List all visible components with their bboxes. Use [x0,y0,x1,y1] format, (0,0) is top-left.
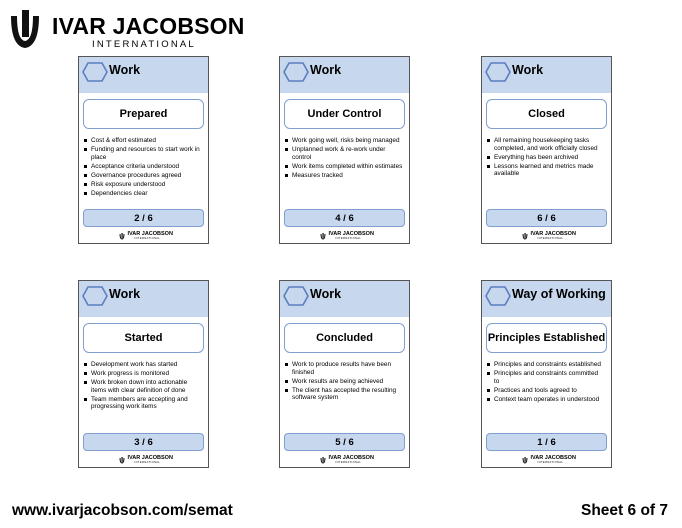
alpha-name: Work [310,63,342,77]
alpha-hexagon-icon [82,61,108,83]
card-header [482,281,611,317]
checklist-item: Work items completed within estimates [284,163,403,171]
logo-name: IVAR JACOBSON [52,13,245,39]
card-header [482,57,611,93]
card-logo [482,230,611,242]
state-name: Principles Established [486,323,607,353]
card-work-concluded [279,280,410,468]
checklist-item: Development work has started [83,361,202,369]
company-logo [8,8,245,52]
checklist-item: Everything has been archived [486,154,605,162]
state-name: Closed [486,99,607,129]
alpha-hexagon-icon [485,61,511,83]
checklist-item: Funding and resources to start work in place [83,146,202,161]
card-logo-subtitle: INTERNATIONAL [134,237,161,240]
card-work-under-control [279,56,410,244]
checklist-item: Principles and constraints established [486,361,605,369]
checklist-item: Work results are being achieved [284,378,403,386]
ij-logo-mark-icon [320,456,326,465]
card-header [79,57,208,93]
state-name: Prepared [83,99,204,129]
card-header [79,281,208,317]
card-logo-name: IVAR JACOBSON [328,454,374,461]
ij-logo-mark-icon [119,232,125,241]
alpha-hexagon-icon [283,61,309,83]
alpha-name: Work [512,63,544,77]
checklist [83,137,202,199]
alpha-name: Work [310,287,342,301]
checklist-item: Lessons learned and metrics made available [486,163,605,178]
checklist-item: Work broken down into actionable items with clear definition of done [83,379,202,394]
checklist-item: Principles and constraints committed to [486,370,605,385]
footer-url: www.ivarjacobson.com/semat [12,502,233,519]
ij-logo-mark-icon [8,10,42,50]
checklist [83,361,202,413]
checklist-item: Measures tracked [284,172,403,180]
checklist-item: Work to produce results have been finished [284,361,403,376]
checklist-item: Context team operates in understood [486,396,605,404]
alpha-hexagon-icon [283,285,309,307]
ij-logo-mark-icon [522,456,528,465]
state-number: 2 / 6 [83,209,204,227]
state-number: 4 / 6 [284,209,405,227]
checklist-item: Governance procedures agreed [83,172,202,180]
alpha-name: Way of Working [512,287,606,301]
state-number: 1 / 6 [486,433,607,451]
checklist [284,361,403,403]
card-way-of-working-principles [481,280,612,468]
card-logo-name: IVAR JACOBSON [530,230,576,237]
checklist-item: The client has accepted the resulting software system [284,387,403,402]
sheet-number: Sheet 6 of 7 [581,502,668,519]
checklist [486,137,605,179]
alpha-hexagon-icon [82,285,108,307]
checklist-item: Practices and tools agreed to [486,387,605,395]
card-logo-subtitle: INTERNATIONAL [134,461,161,464]
checklist-item: Unplanned work & re-work under control [284,146,403,161]
card-logo-name: IVAR JACOBSON [127,230,173,237]
ij-logo-mark-icon [119,456,125,465]
ij-logo-mark-icon [522,232,528,241]
checklist-item: Risk exposure understood [83,181,202,189]
card-logo [482,454,611,466]
card-work-prepared [78,56,209,244]
logo-subtitle: INTERNATIONAL [92,39,196,50]
alpha-hexagon-icon [485,285,511,307]
checklist [486,361,605,405]
state-number: 3 / 6 [83,433,204,451]
card-header [280,281,409,317]
card-logo [280,454,409,466]
card-logo-name: IVAR JACOBSON [127,454,173,461]
state-name: Concluded [284,323,405,353]
card-logo [79,230,208,242]
state-number: 6 / 6 [486,209,607,227]
ij-logo-mark-icon [320,232,326,241]
checklist-item: Team members are accepting and progressing work items [83,396,202,411]
state-number: 5 / 6 [284,433,405,451]
card-logo-subtitle: INTERNATIONAL [537,461,564,464]
checklist [284,137,403,181]
alpha-name: Work [109,63,141,77]
card-logo-name: IVAR JACOBSON [530,454,576,461]
checklist-item: Work progress is monitored [83,370,202,378]
checklist-item: All remaining housekeeping tasks completed, and work officially closed [486,137,605,152]
card-logo-subtitle: INTERNATIONAL [335,461,362,464]
card-logo [280,230,409,242]
card-logo-subtitle: INTERNATIONAL [537,237,564,240]
checklist-item: Cost & effort estimated [83,137,202,145]
card-work-closed [481,56,612,244]
checklist-item: Acceptance criteria understood [83,163,202,171]
checklist-item: Work going well, risks being managed [284,137,403,145]
checklist-item: Dependencies clear [83,190,202,198]
card-work-started [78,280,209,468]
card-logo-subtitle: INTERNATIONAL [335,237,362,240]
state-name: Under Control [284,99,405,129]
alpha-name: Work [109,287,141,301]
state-name: Started [83,323,204,353]
card-header [280,57,409,93]
card-logo-name: IVAR JACOBSON [328,230,374,237]
card-logo [79,454,208,466]
